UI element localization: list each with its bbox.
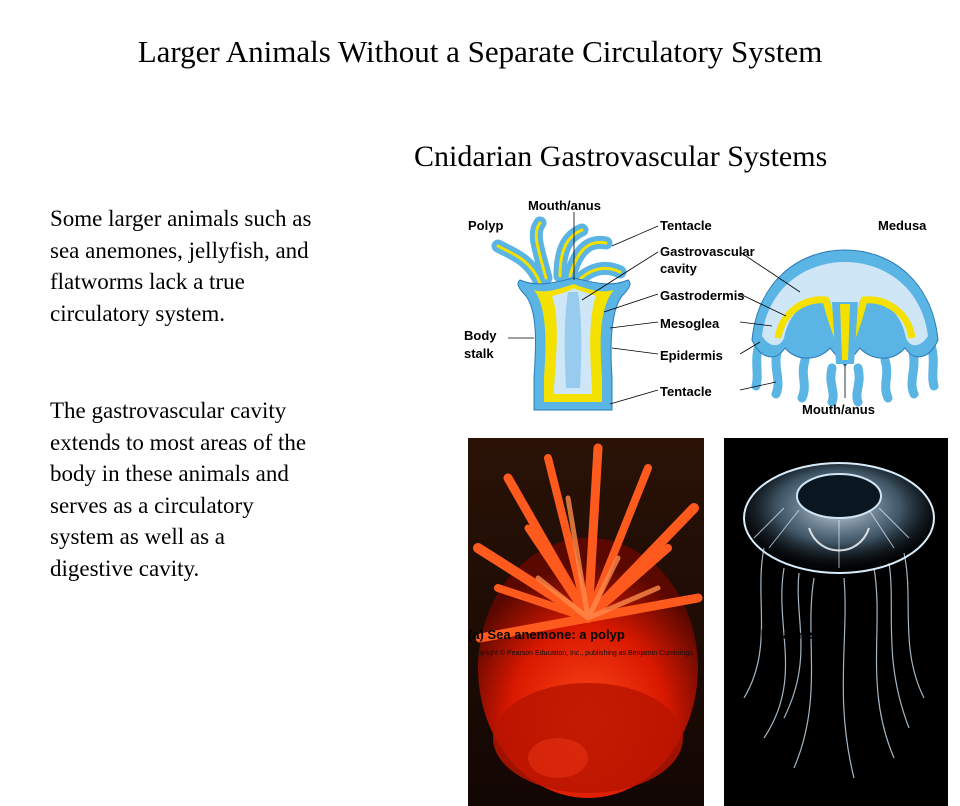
polyp-drawing [498,223,630,410]
cnidarian-figure [460,188,950,660]
paragraph-line: extends to most areas of the [50,429,307,455]
label-medusa: Medusa [878,218,927,233]
label-body-stalk-2: stalk [464,346,494,361]
paragraph-circulatory [50,203,420,329]
jellyfish-photo [724,438,948,806]
label-gastrodermis: Gastrodermis [660,288,745,303]
paragraph-line: body in these animals and [50,461,289,486]
label-gv-cavity-1: Gastrovascular [660,244,755,259]
paragraph-line: flatworms lack a true [50,269,245,294]
label-mouth-anus-bottom: Mouth/anus [802,402,875,417]
paragraph-line: circulatory system. [50,300,226,326]
paragraph-line: digestive cavity. [50,555,200,581]
caption-jelly: (b) Jelly: a medusa [726,627,844,642]
slide-subtitle: Cnidarian Gastrovascular Systems [414,140,828,173]
caption-sea-anemone: (a) Sea anemone: a polyp [468,627,625,642]
copyright-notice: Copyright © Pearson Education, Inc., publishing as Benjamin Cummings. [468,650,695,657]
label-epidermis: Epidermis [660,348,723,363]
sea-anemone-photo [468,438,704,806]
paragraph-line: Some larger animals such as [50,206,312,231]
label-gv-cavity-2: cavity [660,261,697,276]
paragraph-line: The gastrovascular cavity [50,398,287,423]
label-mesoglea: Mesoglea [660,316,720,331]
paragraph-line: system as well as a [50,524,226,549]
label-polyp: Polyp [468,218,504,233]
label-tentacle-bottom: Tentacle [660,384,712,399]
slide-title: Larger Animals Without a Separate Circulatory System [137,34,823,69]
paragraph-gastrovascular [50,395,420,584]
paragraph-line: serves as a circulatory [50,492,254,518]
label-body-stalk-1: Body [464,328,497,343]
label-tentacle-top: Tentacle [660,218,712,233]
label-mouth-anus-top: Mouth/anus [528,198,601,213]
body-plan-diagram [460,188,950,428]
paragraph-line: sea anemones, jellyfish, and [50,237,309,263]
